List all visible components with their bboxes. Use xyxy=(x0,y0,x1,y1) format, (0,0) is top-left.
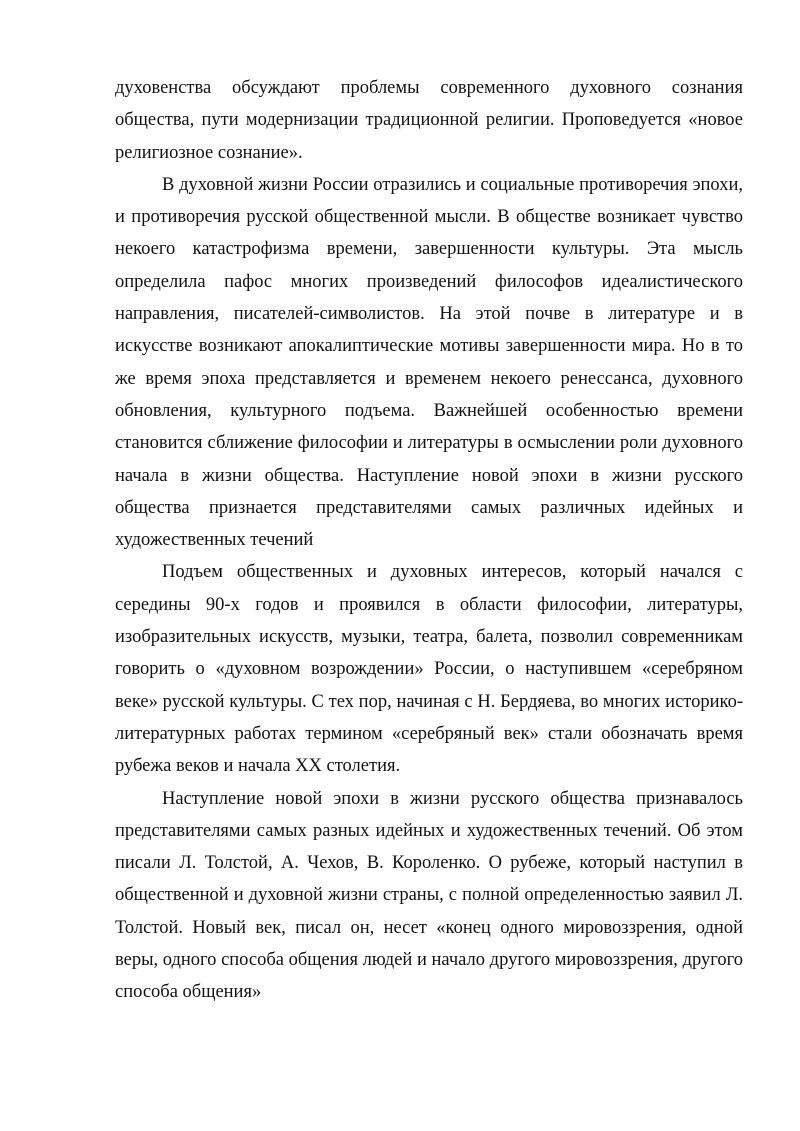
paragraph-1: духовенства обсуждают проблемы современного духовного сознания общества, пути модернизации традиционной религии. Проповедуется «новое религиозное сознание». xyxy=(115,78,743,163)
paragraph-4: Наступление новой эпохи в жизни русского общества признавалось представителями самых разных идейных и художественных течений. Об этом писали Л. Толстой, А. Чехов, В. Короленко. О рубеже, который наступил в общественной и духовной жизни страны, с полной определенностью заявил Л. Толстой. Новый век, писал он, несет «конец одного мировоззрения, одной веры, одного способа общения людей и начало другого мировоззрения, другого способа общения» xyxy=(115,788,743,1003)
document-body xyxy=(115,72,743,1009)
paragraph-2: В духовной жизни России отразились и социальные противоречия эпохи, и противоречия русской общественной мысли. В обществе возникает чувство некоего катастрофизма времени, завершенности культуры. Эта мысль определила пафос многих произведений философов идеалистического направления, писателей-символистов. На этой почве в литературе и в искусстве возникают апокалиптические мотивы завершенности мира. Но в то же время эпоха представляется и временем некоего ренессанса, духовного обновления, культурного подъема. Важнейшей особенностью времени становится сближение философии и литературы в осмыслении роли духовного начала в жизни общества. Наступление новой эпохи в жизни русского общества признается представителями самых различных идейных и художественных течений xyxy=(115,174,743,551)
paragraph-3: Подъем общественных и духовных интересов, который начался с середины 90-х годов и проявился в области философии, литературы, изобразительных искусств, музыки, театра, балета, позволил современникам говорить о «духовном возрождении» России, о наступившем «серебряном веке» русской культуры. С тех пор, начиная с Н. Бердяева, во многих историко-литературных работах термином «серебряный век» стали обозначать время рубежа веков и начала XX столетия. xyxy=(115,562,743,777)
